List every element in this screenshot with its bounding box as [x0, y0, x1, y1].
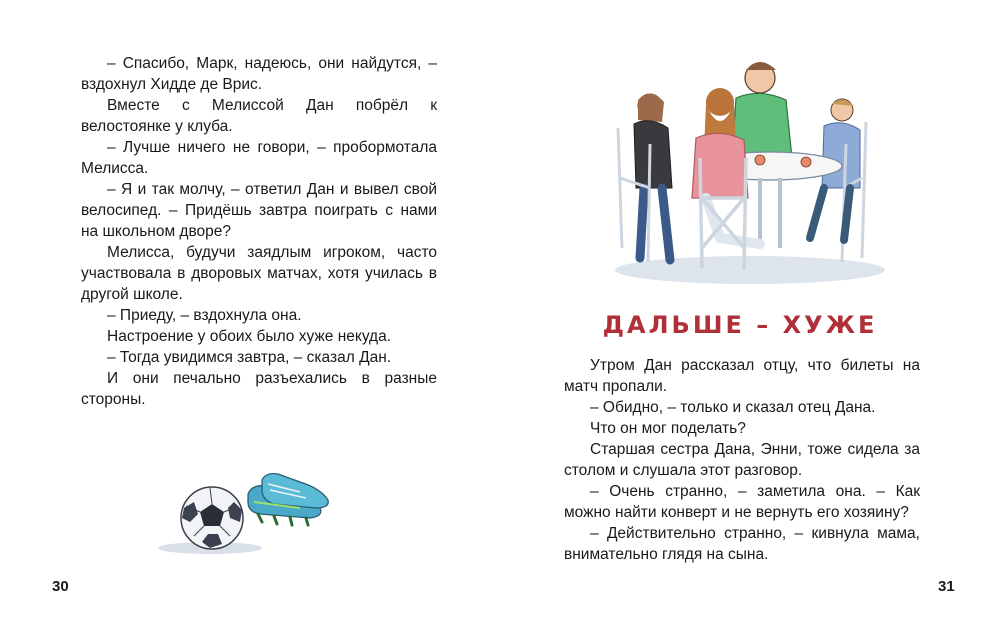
paragraph: Утром Дан рассказал отцу, что билеты на матч пропали.: [564, 357, 920, 395]
paragraph: – Тогда увидимся завтра, – сказал Дан.: [107, 349, 392, 366]
paragraph: – Приеду, – вздохнула она.: [107, 307, 302, 324]
paragraph: Настроение у обоих было хуже некуда.: [107, 328, 392, 345]
paragraph: – Обидно, – только и сказал отец Дана.: [590, 399, 876, 416]
page-number: 31: [938, 578, 955, 595]
paragraph: – Я и так молчу, – ответил Дан и вывел свой велосипед. – Придёшь завтра поиграть с нами на школьном дворе?: [81, 181, 437, 240]
chapter-title: ДАЛЬШЕ – ХУЖЕ: [602, 311, 878, 339]
family-at-table-illustration: [610, 48, 890, 293]
right-page: [500, 0, 1000, 640]
paragraph: – Лучше ничего не говори, – пробормотала Мелисса.: [81, 139, 437, 177]
paragraph: Что он мог поделать?: [590, 420, 746, 437]
paragraph: – Действительно странно, – кивнула мама, внимательно глядя на сына.: [564, 525, 920, 563]
ball-and-boots-illustration: [150, 462, 340, 562]
left-page-text: [81, 53, 437, 410]
paragraph: Мелисса, будучи заядлым игроком, часто участвовала в дворовых матчах, хотя училась в другой школе.: [81, 244, 437, 303]
paragraph: Старшая сестра Дана, Энни, тоже сидела за столом и слушала этот разговор.: [564, 441, 920, 479]
paragraph: – Спасибо, Марк, надеюсь, они найдутся, – вздохнул Хидде де Врис.: [81, 55, 437, 93]
page-number: 30: [52, 578, 69, 595]
right-page-text: [564, 355, 920, 565]
paragraph: Вместе с Мелиссой Дан побрёл к велостоянке у клуба.: [81, 97, 437, 135]
paragraph: – Очень странно, – заметила она. – Как можно найти конверт и не вернуть его хозяину?: [564, 483, 920, 521]
paragraph: И они печально разъехались в разные стороны.: [81, 370, 437, 408]
